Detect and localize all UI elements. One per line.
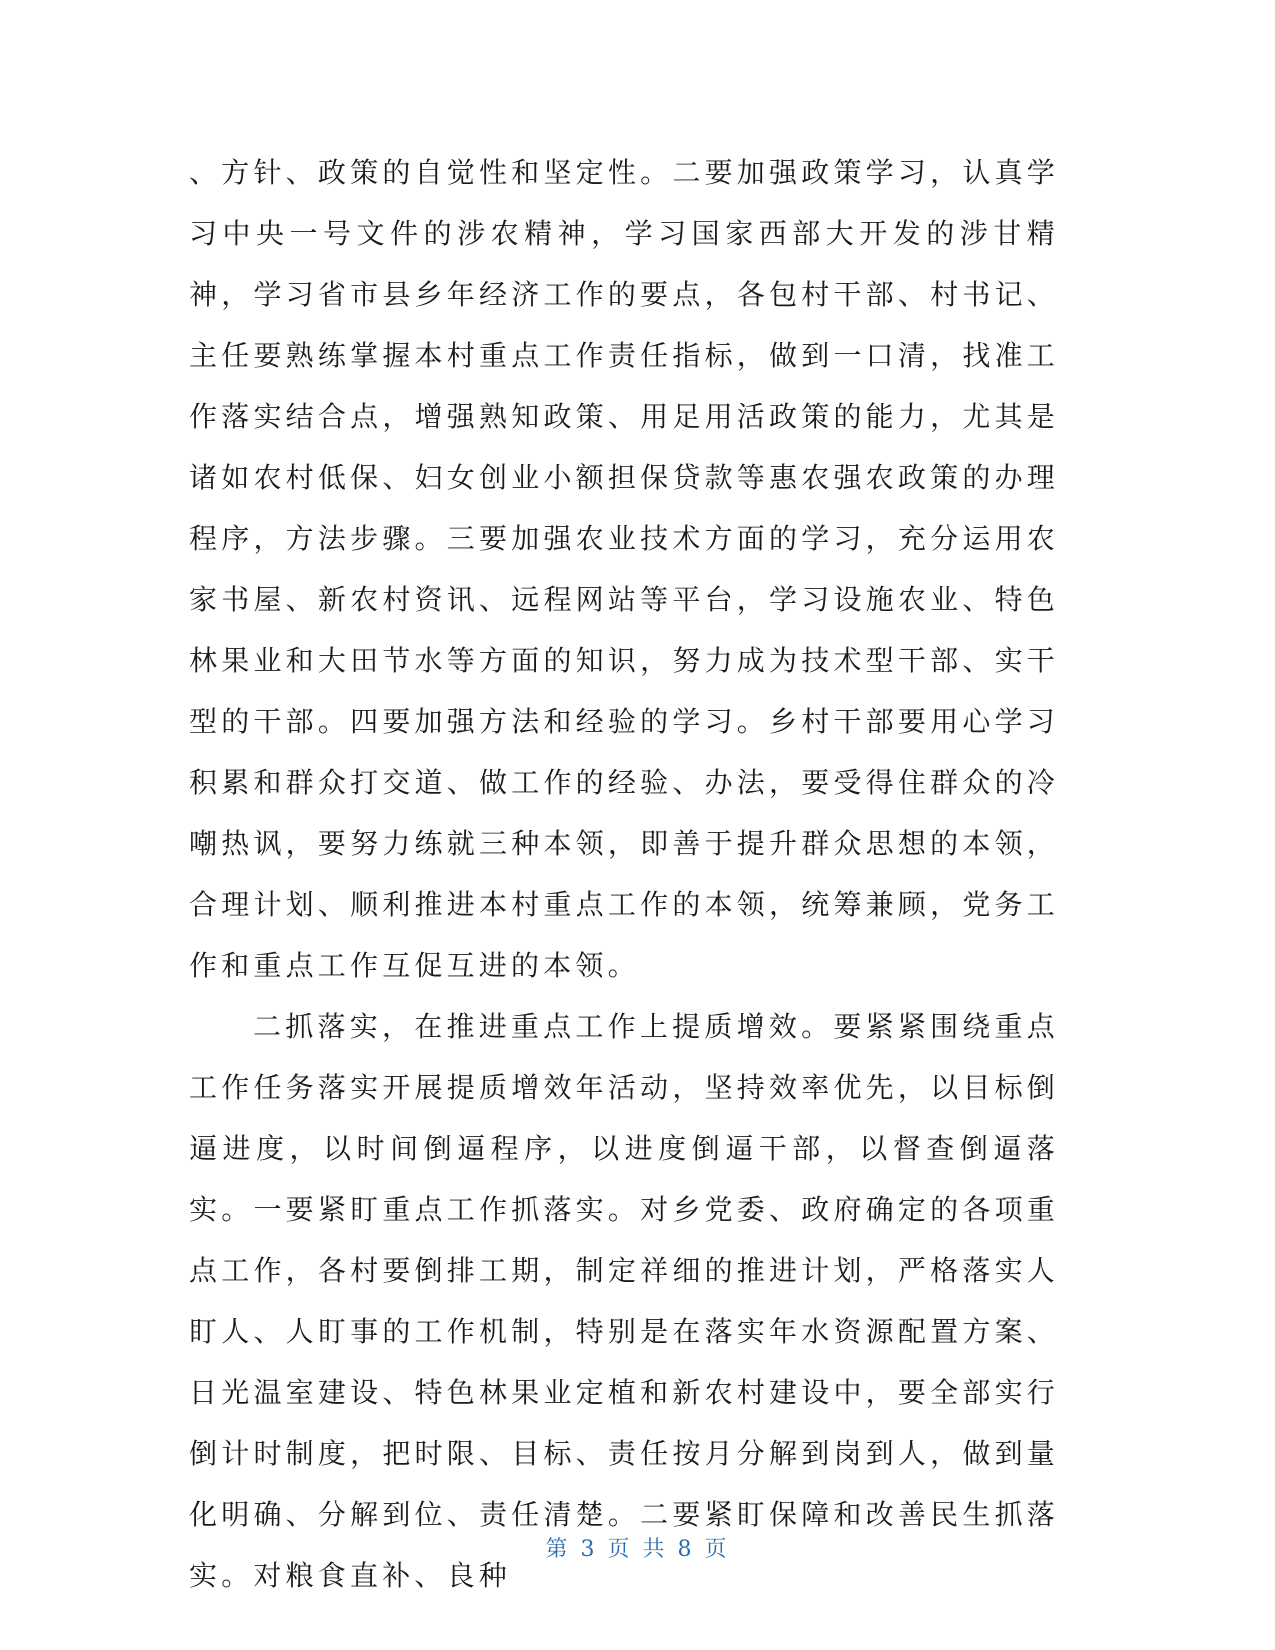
paragraph-1: 、方针、政策的自觉性和坚定性。二要加强政策学习，认真学习中央一号文件的涉农精神，学习国家西部大开发的涉甘精神，学习省市县乡年经济工作的要点，各包村干部、村书记、主任要熟练掌握本村重点工作责任指标，做到一口清，找准工作落实结合点，增强熟知政策、用足用活政策的能力，尤其是诸如农村低保、妇女创业小额担保贷款等惠农强农政策的办理程序，方法步骤。三要加强农业技术方面的学习，充分运用农家书屋、新农村资讯、远程网站等平台，学习设施农业、特色林果业和大田节水等方面的知识，努力成为技术型干部、实干型的干部。四要加强方法和经验的学习。乡村干部要用心学习积累和群众打交道、做工作的经验、办法，要受得住群众的冷嘲热讽，要努力练就三种本领，即善于提升群众思想的本领，合理计划、顺利推进本村重点工作的本领，统筹兼顾，党务工作和重点工作互促互进的本领。 <box>189 156 1059 982</box>
page-number-footer: 第 3 页 共 8 页 <box>545 1537 730 1562</box>
document-body <box>189 142 1059 1606</box>
paragraph-2: 二抓落实，在推进重点工作上提质增效。要紧紧围绕重点工作任务落实开展提质增效年活动，坚持效率优先，以目标倒逼进度，以时间倒逼程序，以进度倒逼干部，以督查倒逼落实。一要紧盯重点工作抓落实。对乡党委、政府确定的各项重点工作，各村要倒排工期，制定祥细的推进计划，严格落实人盯人、人盯事的工作机制，特别是在落实年水资源配置方案、日光温室建设、特色林果业定植和新农村建设中，要全部实行倒计时制度，把时限、目标、责任按月分解到岗到人，做到量化明确、分解到位、责任清楚。二要紧盯保障和改善民生抓落实。对粮食直补、良种 <box>189 1010 1059 1592</box>
